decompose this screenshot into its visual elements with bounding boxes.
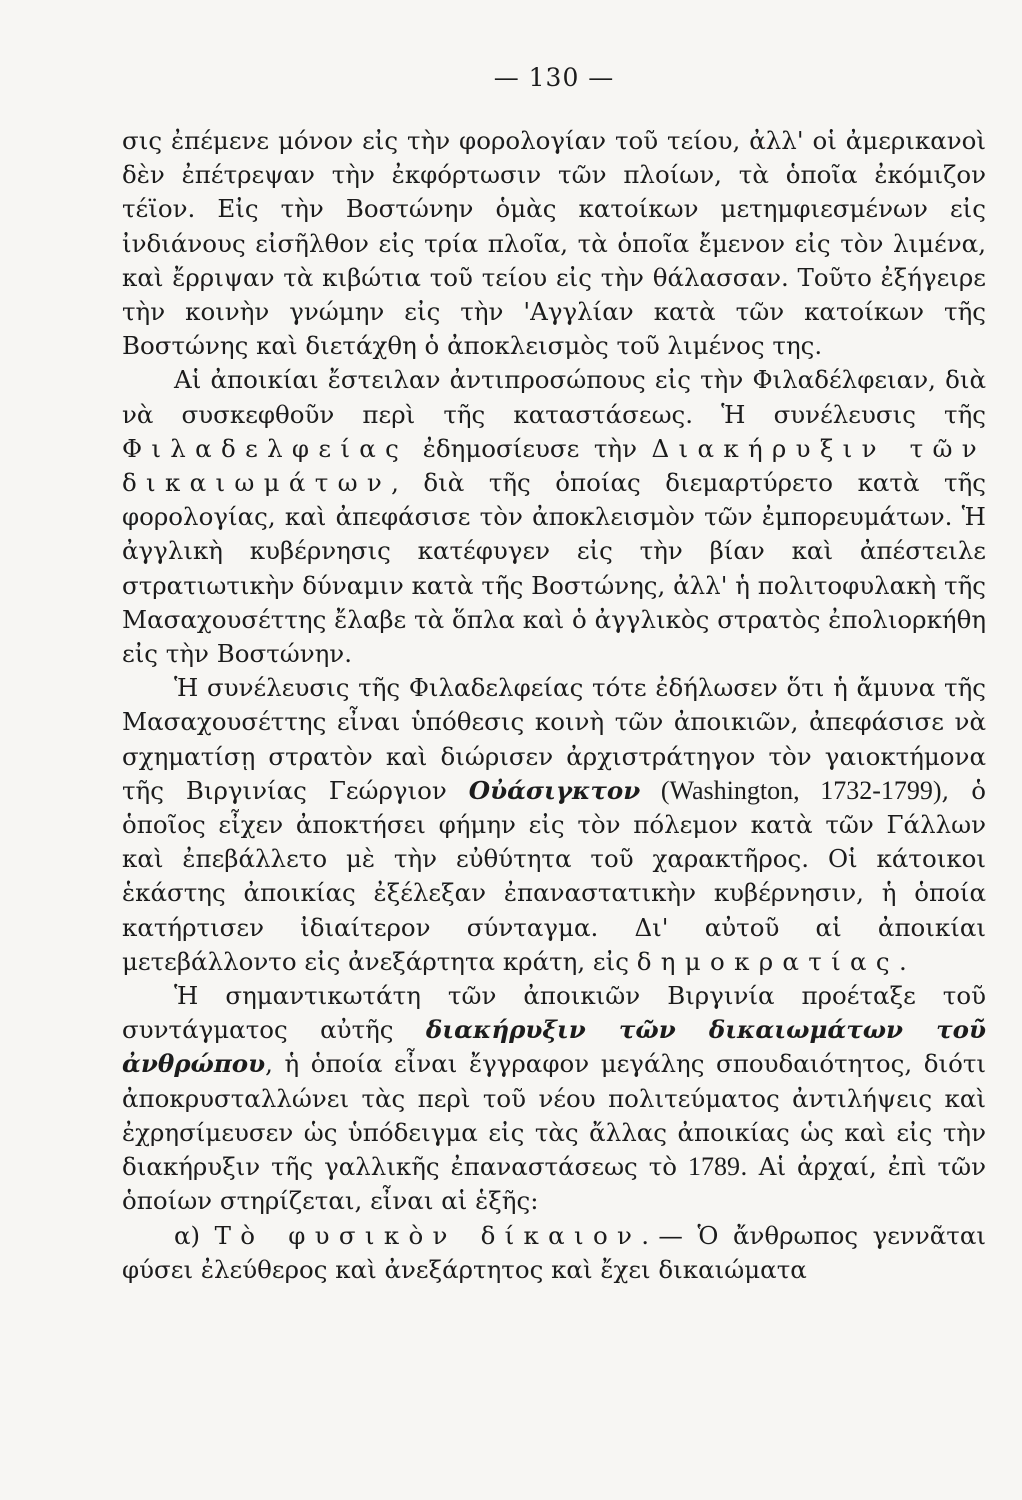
text-run: Οὐάσιγκτον [468, 775, 641, 805]
text-run: α) [174, 1220, 215, 1250]
text-run: δημοκρατίας [636, 946, 899, 976]
page-number: — 130 — [493, 63, 615, 92]
text-run: (Washington, 1732-1799) [640, 775, 942, 805]
body-text [122, 124, 986, 1287]
text-run: Τὸ φυσικὸν δίκαιον. [214, 1220, 659, 1250]
text-run: σις ἐπέμενε μόνον εἰς τὴν φορολογίαν τοῦ τείου, ἀλλ' οἱ ἀμερικανοὶ δὲν ἐπέτρεψαν τὴν ἐκφόρτωσιν τῶν πλοίων, τὰ ὁποῖα ἐκόμιζον τέϊον. Εἰς τὴν Βοστώνην ὁμὰς κατοίκων μετημφιεσμένων εἰς ἰνδιάνους εἰσῆλθον εἰς τρία πλοῖα, τὰ ὁποῖα ἔμενον εἰς τὸν λιμένα, καὶ ἔρριψαν τὰ κιβώτια τοῦ τείου εἰς τὴν θάλασσαν. Τοῦτο ἐξήγειρε τὴν κοινὴν γνώμην εἰς τὴν 'Αγγλίαν κατὰ τῶν κατοίκων τῆς Βοστώνης καὶ διετάχθη ὁ ἀποκλεισμὸς τοῦ λιμένος της. [122, 126, 986, 361]
paragraph-2 [122, 363, 986, 671]
paragraph-5 [122, 1219, 986, 1287]
text-run: , διὰ τῆς ὁποίας διεμαρτύρετο κατὰ τῆς φορολογίας, καὶ ἀπεφάσισε τὸν ἀποκλεισμὸν τῶν ἐμπορευμάτων. Ἡ ἀγγλικὴ κυβέρνησις κατέφυγεν εἰς τὴν βίαν καὶ ἀπέστειλε στρατιωτικὴν δύναμιν κατὰ τῆς Βοστώνης, ἀλλ' ἡ πολιτοφυλακὴ τῆς Μασαχουσέττης ἔλαβε τὰ ὅπλα καὶ ὁ ἀγγλικὸς στρατὸς ἐπολιορκήθη εἰς τὴν Βοστώνην. [122, 468, 986, 669]
paragraph-1 [122, 124, 986, 363]
text-run: 1789 [688, 1152, 741, 1182]
text-run: διακήρυξιν τῶν δικαιωμάτων τοῦ ἀνθρώπου [122, 1015, 986, 1079]
text-run: ἐδημοσίευσε τὴν [408, 433, 652, 463]
paragraph-4 [122, 979, 986, 1218]
paragraph-3 [122, 671, 986, 979]
text-run: Ἡ συνέλευσις τῆς Φιλαδελφείας τότε ἐδήλωσεν ὅτι ἡ ἄμυνα τῆς Μασαχουσέττης εἶναι ὑπόθεσις κοινὴ τῶν ἀποικιῶν, ἀπεφάσισε νὰ σχηματίσῃ στρατὸν καὶ διώρισεν ἀρχιστράτηγον τὸν γαιοκτήμονα τῆς Βιργινίας Γεώργιον [122, 673, 986, 805]
text-run: Διακήρυξιν τῶν δικαιωμάτων [122, 433, 986, 498]
text-run: , ὁ ὁποῖος εἶχεν ἀποκτήσει φήμην εἰς τὸν πόλεμον κατὰ τῶν Γάλλων καὶ ἐπεβάλλετο μὲ τὴν εὐθύτητα τοῦ χαρακτῆρος. Οἱ κάτοικοι ἑκάστης ἀποικίας ἐξέλεξαν ἐπαναστατικὴν κυβέρνησιν, ἡ ὁποία κατήρτισεν ἰδιαίτερον σύνταγμα. Δι' αὐτοῦ αἱ ἀποικίαι μετεβάλλοντο εἰς ἀνεξάρτητα κράτη, εἰς [122, 775, 987, 976]
text-run: Αἱ ἀποικίαι ἔστειλαν ἀντιπροσώπους εἰς τὴν Φιλαδέλφειαν, διὰ νὰ συσκεφθοῦν περὶ τῆς καταστάσεως. Ἡ συνέλευσις τῆς [122, 365, 986, 429]
text-run: Ἡ σημαντικωτάτη τῶν ἀποικιῶν Βιργινία προέταξε τοῦ συντάγματος αὐτῆς [122, 981, 986, 1045]
text-run: — Ὁ ἄνθρωπος γεννᾶται φύσει ἐλεύθερος καὶ ἀνεξάρτητος καὶ ἔχει δικαιώματα [122, 1220, 986, 1284]
text-run: Φιλαδελφείας [122, 433, 409, 463]
text-run: . [898, 946, 907, 976]
text-run: . Αἱ ἀρχαί, ἐπὶ τῶν ὁποίων στηρίζεται, εἶναι αἱ ἑξῆς: [122, 1152, 986, 1216]
text-run: , ἡ ὁποία εἶναι ἔγγραφον μεγάλης σπουδαιότητος, διότι ἀποκρυσταλλώνει τὰς περὶ τοῦ νέου πολιτεύματος ἀντιλήψεις καὶ ἐχρησίμευσεν ὡς ὑπόδειγμα εἰς τὰς ἄλλας ἀποικίας ὡς καὶ εἰς τὴν διακήρυξιν τῆς γαλλικῆς ἐπαναστάσεως τὸ [122, 1049, 986, 1182]
